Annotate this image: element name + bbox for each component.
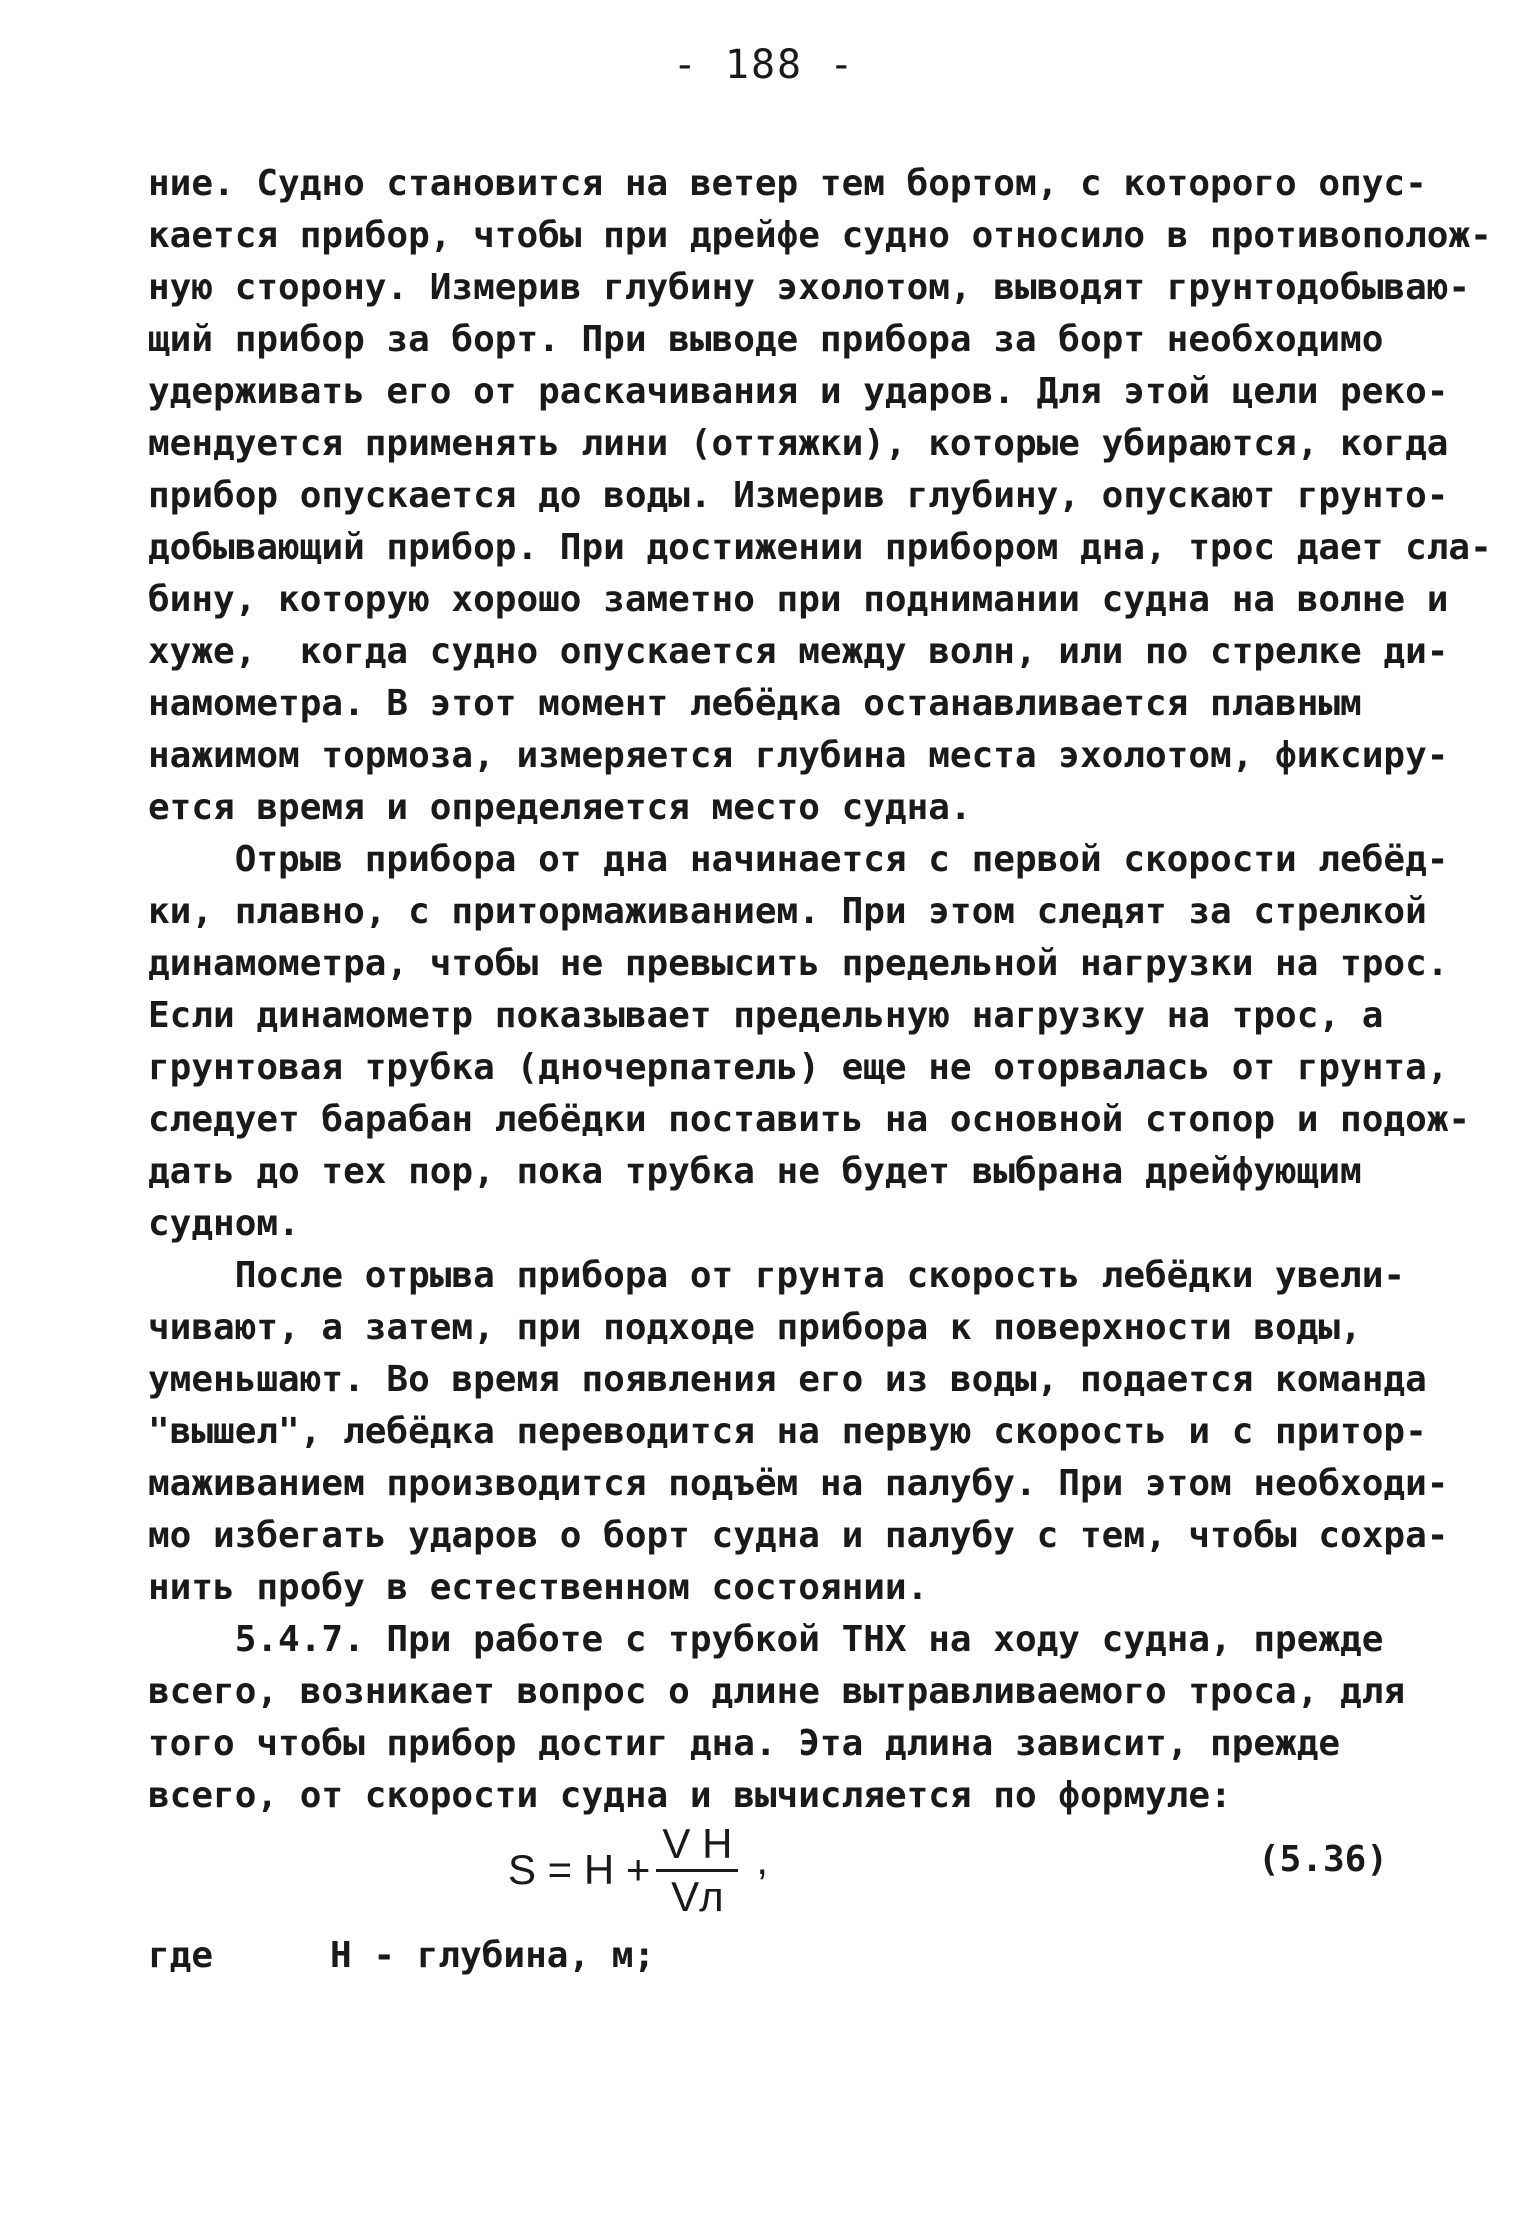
text-line: судном.	[148, 1203, 300, 1244]
text-line: удерживать его от раскачивания и ударов. Для этой цели реко-	[148, 371, 1449, 412]
text-line: добывающий прибор. При достижении прибором дна, трос дает сла-	[148, 527, 1492, 568]
text-line: динамометра, чтобы не превысить предельной нагрузки на трос.	[148, 943, 1449, 984]
text-line: бину, которую хорошо заметно при поднимании судна на волне и	[148, 579, 1449, 620]
text-line: прибор опускается до воды. Измерив глубину, опускают грунто-	[148, 475, 1449, 516]
text-line: грунтовая трубка (дночерпатель) еще не оторвалась от грунта,	[148, 1047, 1449, 1088]
text-line: чивают, а затем, при подходе прибора к поверхности воды,	[148, 1307, 1362, 1348]
text-line: 5.4.7. При работе с трубкой ТНХ на ходу судна, прежде	[148, 1619, 1384, 1660]
text-line: того чтобы прибор достиг дна. Эта длина зависит, прежде	[148, 1723, 1341, 1764]
where-definition: H - глубина, м;	[330, 1935, 656, 1976]
text-line: ется время и определяется место судна.	[148, 787, 972, 828]
text-line: нажимом тормоза, измеряется глубина места эхолотом, фиксиру-	[148, 735, 1449, 776]
equation-number: (5.36)	[1257, 1839, 1388, 1880]
text-line: следует барабан лебёдки поставить на основной стопор и подож-	[148, 1099, 1471, 1140]
text-line: После отрыва прибора от грунта скорость лебёдки увели-	[148, 1255, 1406, 1296]
where-label: где	[148, 1935, 214, 1976]
where-row	[148, 1935, 655, 1976]
text-line: нить пробу в естественном состоянии.	[148, 1567, 929, 1608]
text-line: ную сторону. Измерив глубину эхолотом, выводят грунтодобываю-	[148, 267, 1471, 308]
text-line: хуже, когда судно опускается между волн, или по стрелке ди-	[148, 631, 1449, 672]
text-line: Отрыв прибора от дна начинается с первой скорости лебёд-	[148, 839, 1449, 880]
formula-row	[148, 1815, 1388, 1925]
formula-comma: ,	[756, 1836, 769, 1883]
text-line: Если динамометр показывает предельную нагрузку на трос, а	[148, 995, 1384, 1036]
formula-lhs: S = H +	[508, 1846, 651, 1893]
text-line: всего, возникает вопрос о длине вытравливаемого троса, для	[148, 1671, 1406, 1712]
text-line: уменьшают. Во время появления его из воды, подается команда	[148, 1359, 1427, 1400]
text-line: ки, плавно, с притормаживанием. При этом следят за стрелкой	[148, 891, 1427, 932]
text-line: всего, от скорости судна и вычисляется по формуле:	[148, 1775, 1232, 1816]
body-text	[148, 158, 1492, 1822]
text-line: ние. Судно становится на ветер тем бортом, с которого опус-	[148, 163, 1427, 204]
text-line: маживанием производится подъём на палубу. При этом необходи-	[148, 1463, 1449, 1504]
page-number: - 188 -	[672, 42, 856, 88]
text-line: мо избегать ударов о борт судна и палубу с тем, чтобы сохра-	[148, 1515, 1449, 1556]
text-line: мендуется применять лини (оттяжки), которые убираются, когда	[148, 423, 1449, 464]
text-line: дать до тех пор, пока трубка не будет выбрана дрейфующим	[148, 1151, 1362, 1192]
text-line: "вышел", лебёдка переводится на первую скорость и с притор-	[148, 1411, 1427, 1452]
formula-fraction	[656, 1821, 738, 1920]
formula	[508, 1815, 768, 1925]
formula-denominator: Vл	[671, 1872, 724, 1920]
text-line: намометра. В этот момент лебёдка останавливается плавным	[148, 683, 1362, 724]
text-line: щий прибор за борт. При выводе прибора за борт необходимо	[148, 319, 1384, 360]
formula-numerator: V H	[656, 1821, 738, 1872]
text-line: кается прибор, чтобы при дрейфе судно относило в противополож-	[148, 215, 1492, 256]
